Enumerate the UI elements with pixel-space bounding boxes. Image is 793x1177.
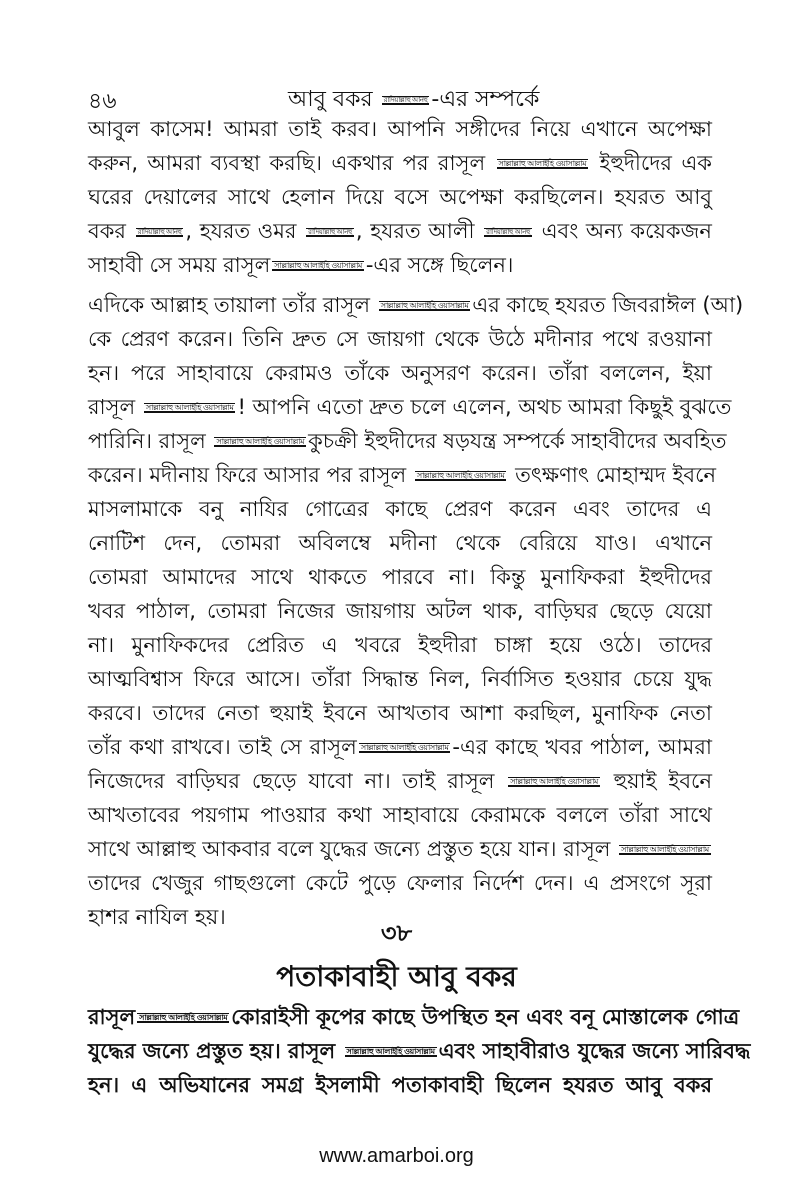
text-line: নিজেদের বাড়িঘর ছেড়ে যাবো না। তাই রাসূল সাল্লাল্লাহু আলাইহি ওয়াসাল্লাম হুয়াই ইবনে: [88, 769, 712, 793]
running-title-suffix: -এর সম্পর্কে: [431, 87, 540, 112]
text-line: ঘরের দেয়ালের সাথে হেলান দিয়ে বসে অপেক্ষা করছিলেন। হযরত আবু: [88, 185, 712, 209]
text-line: যুদ্ধের জন্যে প্রস্তুত হয়। রাসূল সাল্লাল্লাহু আলাইহি ওয়াসাল্লাম এবং সাহাবীরাও যুদ্ধের জন্যে সারিবদ্ধ: [88, 1039, 751, 1063]
honorific-mark: সাল্লাল্লাহু আলাইহি ওয়াসাল্লাম: [380, 301, 469, 310]
page-header: [88, 80, 708, 114]
page-number: ৪৬: [88, 89, 117, 114]
text-line: হন। এ অভিযানের সমগ্র ইসলামী পতাকাবাহী ছিলেন হযরত আবু বকর: [88, 1073, 712, 1097]
honorific-mark: রাদিয়াল্লাহু আনহু: [308, 227, 352, 236]
text-line: করবে। তাদের নেতা হুয়াই ইবনে আখতাব আশা করছিল, মুনাফিক নেতা: [88, 701, 712, 725]
paragraph-2: [88, 288, 744, 934]
text-line: তোমরা আমাদের সাথে থাকতে পারবে না। কিন্তু মুনাফিকরা ইহুদীদের: [88, 565, 712, 589]
honorific-mark: রাদিয়াল্লাহু আনহু: [137, 227, 182, 236]
text-line: হন। পরে সাহাবায়ে কেরামও তাঁকে অনুসরণ করেন। তাঁরা বললেন, ইয়া: [88, 361, 712, 385]
text-line: বকর রাদিয়াল্লাহু আনহু , হযরত ওমর রাদিয়াল্লাহু আনহু , হযরত আলী রাদিয়াল্লাহু আনহু এবং অন্য কয়েকজন: [88, 219, 712, 243]
honorific-mark: সাল্লাল্লাহু আলাইহি ওয়াসাল্লাম: [139, 1013, 228, 1022]
running-title-name: আবু বকর: [288, 87, 373, 112]
text-line: পারিনি। রাসূল সাল্লাল্লাহু আলাইহি ওয়াসাল্লাম কুচক্রী ইহুদীদের ষড়যন্ত্র সম্পর্কে সাহাবীদের অবহিত: [88, 429, 727, 453]
text-line: না। মুনাফিকদের প্রেরিত এ খবরে ইহুদীরা চাঙ্গা হয়ে ওঠে। তাদের: [88, 633, 712, 657]
text-line: আবুল কাসেম! আমরা তাই করব। আপনি সঙ্গীদের নিয়ে এখানে অপেক্ষা: [88, 117, 712, 141]
honorific-mark: সাল্লাল্লাহু আলাইহি ওয়াসাল্লাম: [498, 159, 587, 168]
text-line: আখতাবের পয়গাম পাওয়ার কথা সাহাবায়ে কেরামকে বললে তাঁরা সাথে: [88, 803, 712, 827]
honorific-mark: সাল্লাল্লাহু আলাইহি ওয়াসাল্লাম: [416, 471, 505, 480]
text-line: খবর পাঠাল, তোমরা নিজের জায়গায় অটল থাক, বাড়িঘর ছেড়ে যেয়ো: [88, 599, 712, 623]
chapter-title: পতাকাবাহী আবু বকর: [276, 960, 517, 993]
honorific-mark: সাল্লাল্লাহু আলাইহি ওয়াসাল্লাম: [360, 743, 449, 752]
text-line: তাদের খেজুর গাছগুলো কেটে পুড়ে ফেলার নির্দেশ দেন। এ প্রসংগে সূরা: [88, 871, 712, 895]
honorific-mark: সাল্লাল্লাহু আলাইহি ওয়াসাল্লাম: [274, 261, 362, 270]
text-line: রাসূল সাল্লাল্লাহু আলাইহি ওয়াসাল্লাম ! আপনি এতো দ্রুত চলে এলেন, অথচ আমরা কিছুই বুঝতে: [88, 395, 732, 419]
honorific-mark: সাল্লাল্লাহু আলাইহি ওয়াসাল্লাম: [346, 1047, 435, 1056]
text-line: রাসূল সাল্লাল্লাহু আলাইহি ওয়াসাল্লাম কোরাইসী কূপের কাছে উপস্থিত হন এবং বনূ মোস্তালেক গোত্র: [88, 1005, 740, 1029]
honorific-mark: রাদিয়াল্লাহু আনহু: [486, 227, 530, 236]
honorific-mark: সাল্লাল্লাহু আলাইহি ওয়াসাল্লাম: [621, 845, 709, 854]
text-line: করুন, আমরা ব্যবস্থা করছি। একথার পর রাসূল সাল্লাল্লাহু আলাইহি ওয়াসাল্লাম ইহুদীদের এক: [88, 151, 712, 175]
paragraph-3: [88, 1000, 751, 1102]
text-line: তাঁর কথা রাখবে। তাই সে রাসূল সাল্লাল্লাহু আলাইহি ওয়াসাল্লাম -এর কাছে খবর পাঠাল, আমরা: [88, 735, 712, 759]
paragraph-1: [88, 112, 712, 282]
text-line: করেন। মদীনায় ফিরে আসার পর রাসূল সাল্লাল্লাহু আলাইহি ওয়াসাল্লাম তৎক্ষণাৎ মোহাম্মদ ইবনে: [88, 463, 717, 487]
text-line: আত্মবিশ্বাস ফিরে আসে। তাঁরা সিদ্ধান্ত নিল, নির্বাসিত হওয়ার চেয়ে যুদ্ধ: [88, 667, 712, 691]
honorific-mark: সাল্লাল্লাহু আলাইহি ওয়াসাল্লাম: [510, 777, 598, 786]
honorific-mark: সাল্লাল্লাহু আলাইহি ওয়াসাল্লাম: [145, 403, 234, 412]
text-line: কে প্রেরণ করেন। তিনি দ্রুত সে জায়গা থেকে উঠে মদীনার পথে রওয়ানা: [88, 327, 712, 351]
text-line: সাথে আল্লাহু আকবার বলে যুদ্ধের জন্যে প্রস্তুত হয়ে যান। রাসূল সাল্লাল্লাহু আলাইহি ওয়াসাল্লাম: [88, 837, 709, 861]
text-line: সাহাবী সে সময় রাসূল সাল্লাল্লাহু আলাইহি ওয়াসাল্লাম -এর সঙ্গে ছিলেন।: [88, 253, 514, 277]
honorific-mark: রাদিয়াল্লাহু আনহু: [383, 95, 428, 104]
text-line: নোটিশ দেন, তোমরা অবিলম্বে মদীনা থেকে বেরিয়ে যাও। এখানে: [88, 531, 712, 555]
chapter-number: ৩৮: [380, 919, 413, 947]
footer-url: www.amarboi.org: [319, 1145, 474, 1167]
text-line: এদিকে আল্লাহ তায়ালা তাঁর রাসূল সাল্লাল্লাহু আলাইহি ওয়াসাল্লাম এর কাছে হযরত জিবরাঈল (আ): [88, 293, 744, 317]
text-line: হাশর নাযিল হয়।: [88, 905, 226, 929]
text-line: মাসলামাকে বনু নাযির গোত্রের কাছে প্রেরণ করেন এবং তাদের এ: [88, 497, 712, 521]
honorific-mark: সাল্লাল্লাহু আলাইহি ওয়াসাল্লাম: [216, 437, 305, 446]
